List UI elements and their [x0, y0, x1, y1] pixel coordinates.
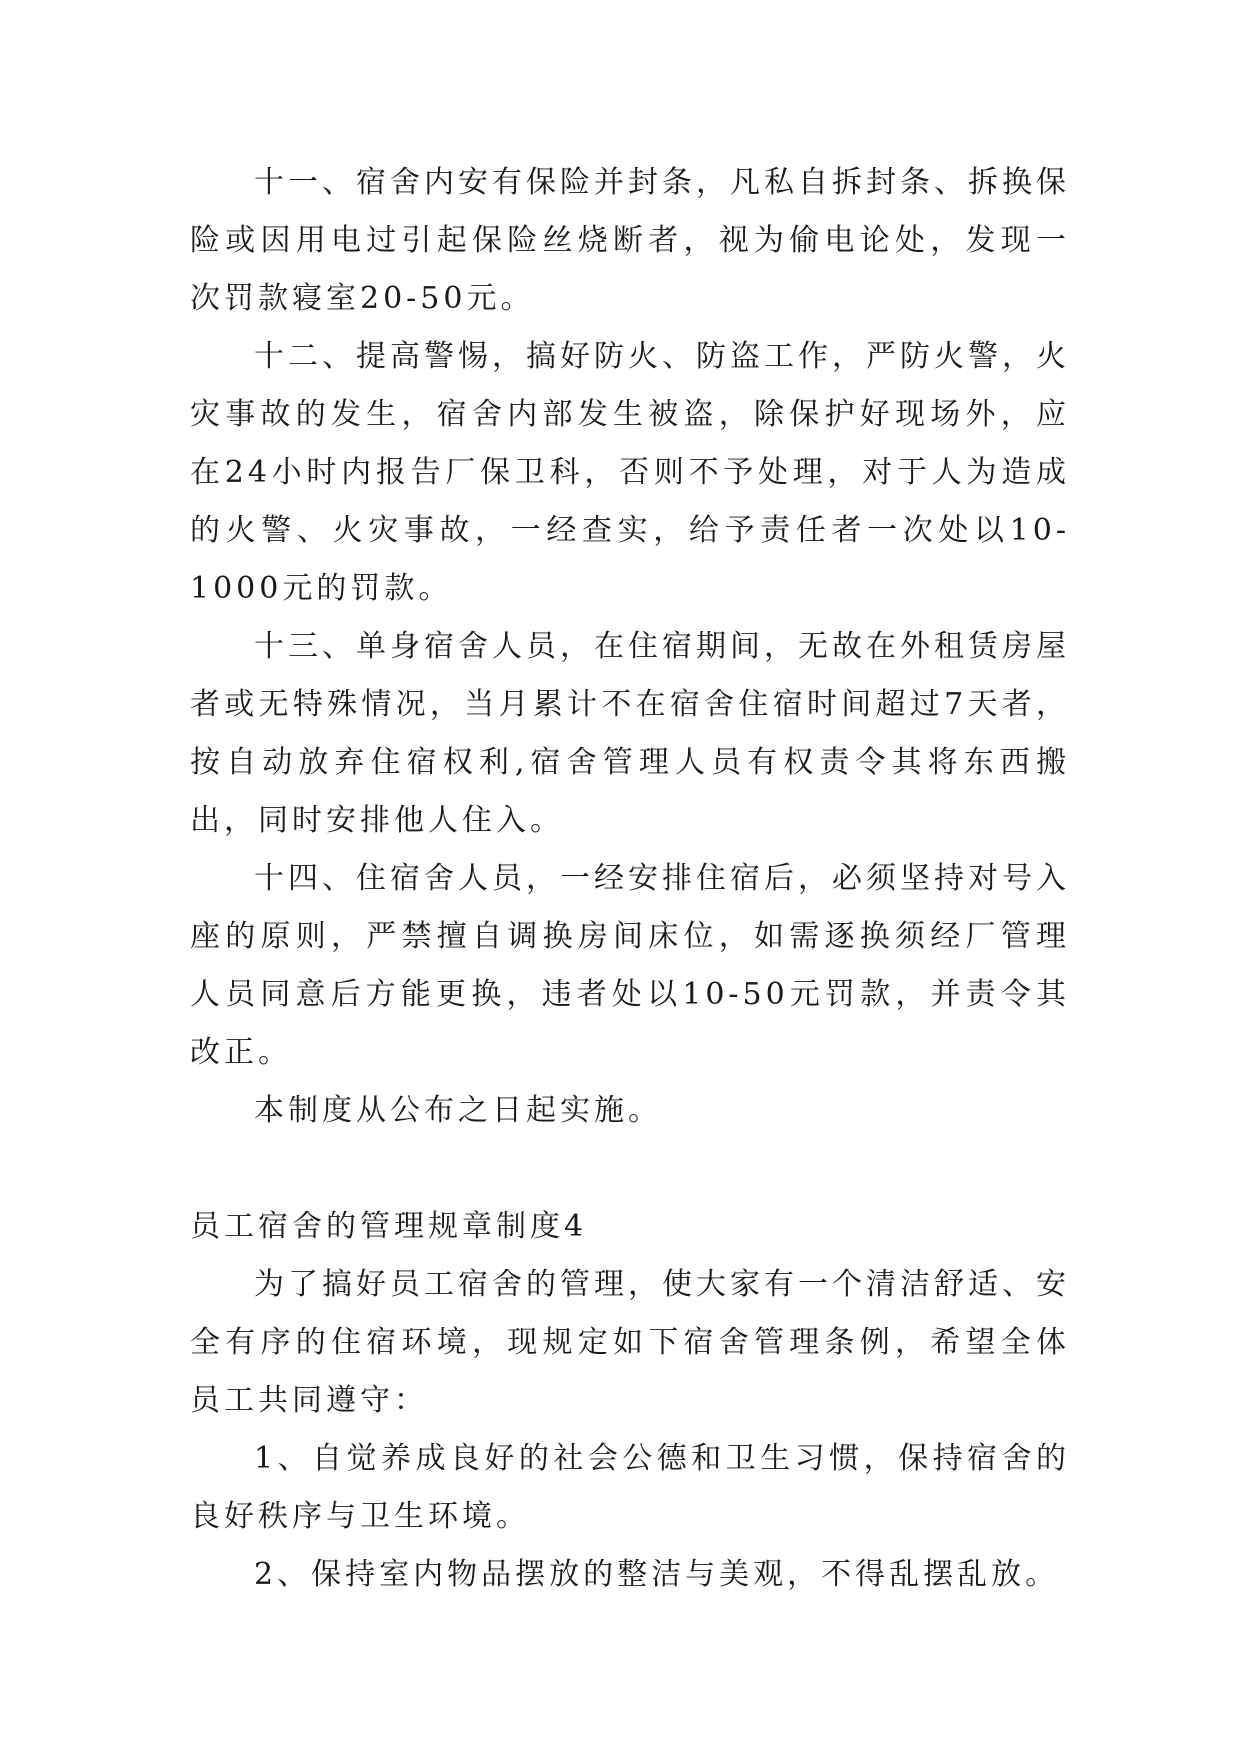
section-title: 员工宿舍的管理规章制度4 — [190, 1209, 588, 1244]
paragraph-rule-14: 十四、住宿舍人员，一经安排住宿后，必须坚持对号入座的原则，严禁擅自调换房间床位，如需逐换须经厂管理人员同意后方能更换，违者处以10-50元罚款，并责令其改正。 — [190, 861, 1070, 1070]
section-item-1: 1、自觉养成良好的社会公德和卫生习惯，保持宿舍的良好秩序与卫生环境。 — [190, 1441, 1070, 1534]
paragraph-rule-12: 十二、提高警惕，搞好防火、防盗工作，严防火警，火灾事故的发生，宿舍内部发生被盗，除保护好现场外，应在24小时内报告厂保卫科，否则不予处理，对于人为造成的火警、火灾事故，一经查实，给予责任者一次处以10-1000元的罚款。 — [190, 339, 1070, 606]
paragraph-rule-13: 十三、单身宿舍人员，在住宿期间，无故在外租赁房屋者或无特殊情况，当月累计不在宿舍住宿时间超过7天者，按自动放弃住宿权利,宿舍管理人员有权责令其将东西搬出，同时安排他人住入。 — [190, 629, 1070, 838]
section-item-2: 2、保持室内物品摆放的整洁与美观，不得乱摆乱放。 — [254, 1557, 1060, 1592]
document-body — [190, 154, 1070, 1604]
section-intro-paragraph: 为了搞好员工宿舍的管理，使大家有一个清洁舒适、安全有序的住宿环境，现规定如下宿舍管理条例，希望全体员工共同遵守： — [190, 1267, 1070, 1418]
paragraph-rule-11: 十一、宿舍内安有保险并封条，凡私自拆封条、拆换保险或因用电过引起保险丝烧断者，视为偷电论处，发现一次罚款寝室20-50元。 — [190, 165, 1070, 316]
paragraph-effective-date: 本制度从公布之日起实施。 — [254, 1093, 662, 1128]
